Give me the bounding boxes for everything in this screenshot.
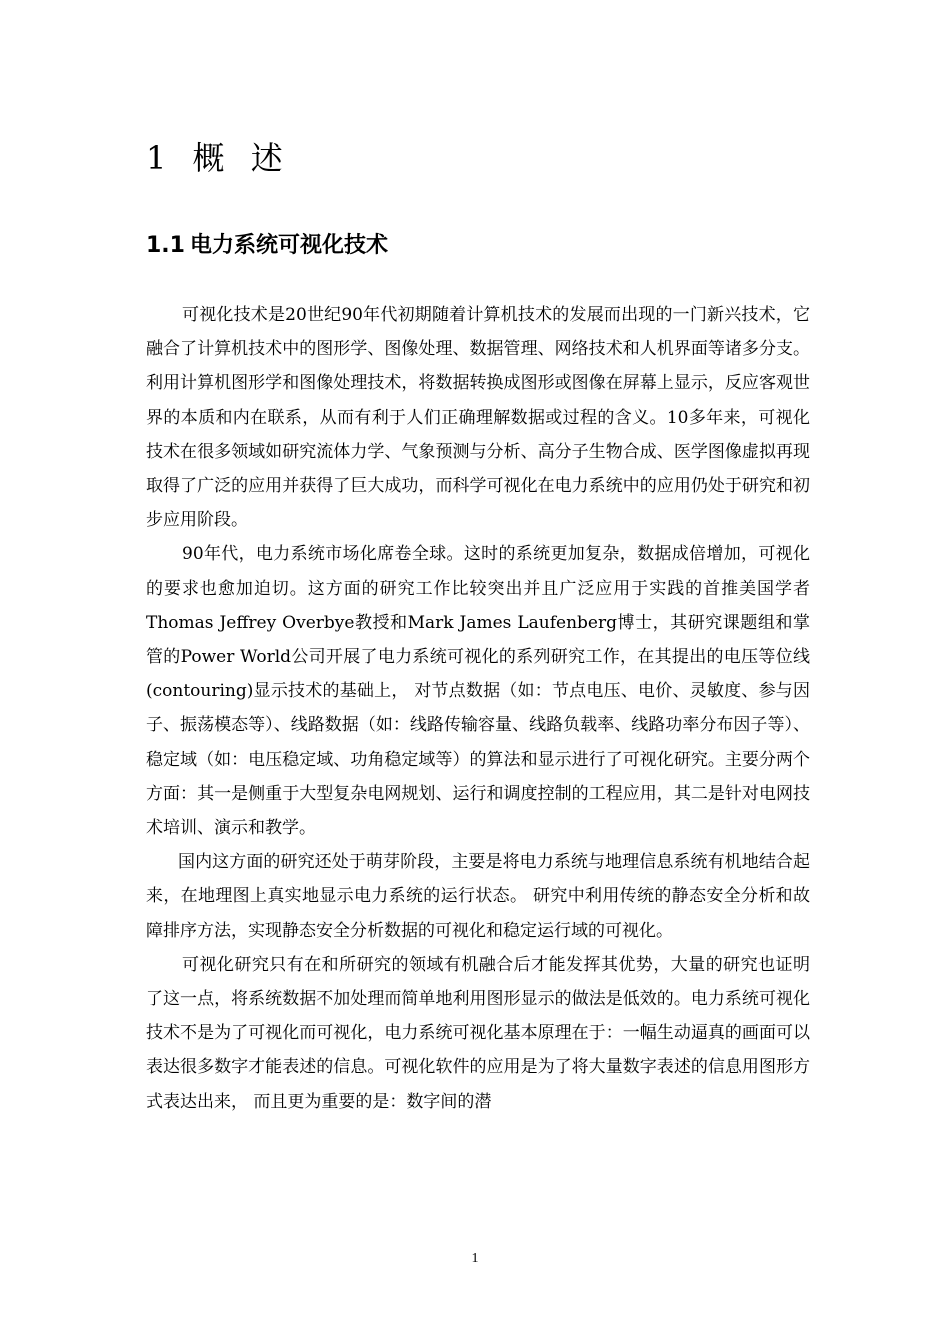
section-number: 1.1	[146, 233, 185, 258]
paragraph-3: 国内这方面的研究还处于萌芽阶段，主要是将电力系统与地理信息系统有机地结合起来，在地理图上真实地显示电力系统的运行状态。 研究中利用传统的静态安全分析和故障排序方法，实现静态安全分析数据的可视化和稳定运行域的可视化。	[146, 852, 810, 941]
body-text	[146, 298, 810, 1119]
paragraph-1: 可视化技术是20世纪90年代初期随着计算机技术的发展而出现的一门新兴技术，它融合了计算机技术中的图形学、图像处理、数据管理、网络技术和人机界面等诸多分支。利用计算机图形学和图像处理技术，将数据转换成图形或图像在屏幕上显示，反应客观世界的本质和内在联系，从而有利于人们正确理解数据或过程的含义。10多年来，可视化技术在很多领域如研究流体力学、气象预测与分析、高分子生物合成、医学图像虚拟再现取得了广泛的应用并获得了巨大成功，而科学可视化在电力系统中的应用仍处于研究和初步应用阶段。	[146, 305, 810, 531]
section-heading	[146, 228, 388, 264]
paragraph-4: 可视化研究只有在和所研究的领域有机融合后才能发挥其优势，大量的研究也证明了这一点，将系统数据不加处理而简单地利用图形显示的做法是低效的。电力系统可视化技术不是为了可视化而可视化，电力系统可视化基本原理在于：一幅生动逼真的画面可以表达很多数字才能表述的信息。可视化软件的应用是为了将大量数字表述的信息用图形方式表达出来， 而且更为重要的是：数字间的潜	[146, 954, 810, 1112]
paragraph-2: 90年代，电力系统市场化席卷全球。这时的系统更加复杂，数据成倍增加，可视化的要求也愈加迫切。这方面的研究工作比较突出并且广泛应用于实践的首推美国学者Thomas Jeffrey Overbye教授和Mark James Laufenberg博士，其研究课题组和掌管的Power World公司开展了电力系统可视化的系列研究工作，在其提出的电压等位线(contouring)显示技术的基础上， 对节点数据（如：节点电压、电价、灵敏度、参与因子、振荡模态等）、线路数据（如：线路传输容量、线路负载率、线路功率分布因子等）、稳定域（如：电压稳定域、功角稳定域等）的算法和显示进行了可视化研究。主要分两个方面：其一是侧重于大型复杂电网规划、运行和调度控制的工程应用，其二是针对电网技术培训、演示和教学。	[146, 544, 810, 839]
page-number: 1	[471, 1251, 479, 1266]
section-title: 电力系统可视化技术	[190, 233, 389, 258]
chapter-title: 1 概 述	[146, 139, 291, 177]
